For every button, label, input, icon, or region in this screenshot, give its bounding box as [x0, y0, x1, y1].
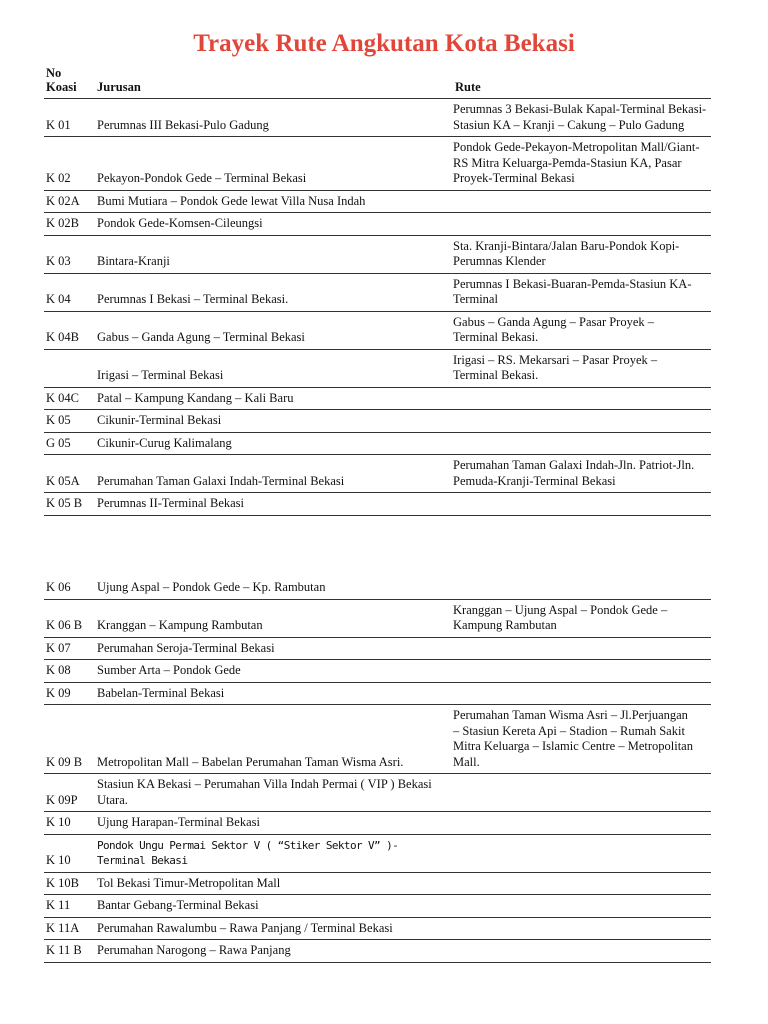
cell-jurusan: Pekayon-Pondok Gede – Terminal Bekasi	[95, 137, 453, 191]
cell-no: K 11 B	[44, 940, 95, 963]
cell-rute	[453, 190, 711, 213]
cell-jurusan: Kranggan – Kampung Rambutan	[95, 599, 453, 637]
cell-no: K 04	[44, 273, 95, 311]
cell-jurusan: Perumnas III Bekasi-Pulo Gadung	[95, 99, 453, 137]
table-row	[44, 834, 711, 872]
cell-rute	[453, 872, 711, 895]
cell-jurusan: Perumahan Rawalumbu – Rawa Panjang / Terminal Bekasi	[95, 917, 453, 940]
table-row	[44, 812, 711, 835]
cell-rute	[453, 432, 711, 455]
cell-jurusan: Babelan-Terminal Bekasi	[95, 682, 453, 705]
cell-jurusan: Perumnas II-Terminal Bekasi	[95, 493, 453, 516]
cell-rute: Perumahan Taman Wisma Asri – Jl.Perjuangan – Stasiun Kereta Api – Stadion – Rumah Sakit Mitra Keluarga – Islamic Centre – Metropolitan Mall.	[453, 705, 711, 774]
page-title: Trayek Rute Angkutan Kota Bekasi	[193, 30, 575, 57]
table-row	[44, 705, 711, 774]
cell-rute	[453, 410, 711, 433]
table-row	[44, 190, 711, 213]
cell-rute	[453, 895, 711, 918]
cell-jurusan: Pondok Gede-Komsen-Cileungsi	[95, 213, 453, 236]
cell-jurusan: Bumi Mutiara – Pondok Gede lewat Villa Nusa Indah	[95, 190, 453, 213]
table-row	[44, 774, 711, 812]
cell-no: K 07	[44, 637, 95, 660]
table-row	[44, 273, 711, 311]
cell-rute	[453, 515, 711, 599]
cell-jurusan: Irigasi – Terminal Bekasi	[95, 349, 453, 387]
cell-jurusan: Perumahan Seroja-Terminal Bekasi	[95, 637, 453, 660]
table-header-row	[44, 66, 711, 99]
cell-no: K 06	[44, 515, 95, 599]
cell-jurusan: Cikunir-Terminal Bekasi	[95, 410, 453, 433]
route-table	[44, 66, 711, 963]
cell-no: K 10	[44, 834, 95, 872]
cell-no: K 02B	[44, 213, 95, 236]
cell-no: K 08	[44, 660, 95, 683]
table-row	[44, 455, 711, 493]
cell-rute	[453, 940, 711, 963]
cell-jurusan: Tol Bekasi Timur-Metropolitan Mall	[95, 872, 453, 895]
cell-no: K 09 B	[44, 705, 95, 774]
cell-jurusan: Patal – Kampung Kandang – Kali Baru	[95, 387, 453, 410]
cell-rute	[453, 917, 711, 940]
cell-rute	[453, 812, 711, 835]
table-row	[44, 917, 711, 940]
table-row	[44, 940, 711, 963]
table-row	[44, 99, 711, 137]
cell-rute	[453, 660, 711, 683]
table-row	[44, 432, 711, 455]
table-row	[44, 137, 711, 191]
cell-jurusan: Ujung Harapan-Terminal Bekasi	[95, 812, 453, 835]
cell-rute	[453, 387, 711, 410]
table-row	[44, 515, 711, 599]
cell-jurusan: Metropolitan Mall – Babelan Perumahan Taman Wisma Asri.	[95, 705, 453, 774]
cell-no: K 10	[44, 812, 95, 835]
cell-jurusan: Bintara-Kranji	[95, 235, 453, 273]
header-no-koasi: No Koasi	[44, 66, 95, 99]
table-row	[44, 235, 711, 273]
cell-no: K 04B	[44, 311, 95, 349]
cell-rute: Kranggan – Ujung Aspal – Pondok Gede – Kampung Rambutan	[453, 599, 711, 637]
table-row	[44, 660, 711, 683]
cell-jurusan: Pondok Ungu Permai Sektor V ( “Stiker Sektor V” )- Terminal Bekasi	[95, 834, 453, 872]
cell-no: K 10B	[44, 872, 95, 895]
cell-jurusan: Sumber Arta – Pondok Gede	[95, 660, 453, 683]
cell-no: K 09	[44, 682, 95, 705]
header-jurusan: Jurusan	[95, 66, 453, 99]
cell-rute: Perumnas I Bekasi-Buaran-Pemda-Stasiun KA-Terminal	[453, 273, 711, 311]
cell-rute: Irigasi – RS. Mekarsari – Pasar Proyek – Terminal Bekasi.	[453, 349, 711, 387]
table-row	[44, 895, 711, 918]
cell-no: K 05	[44, 410, 95, 433]
cell-rute	[453, 834, 711, 872]
cell-no: K 11A	[44, 917, 95, 940]
table-row	[44, 311, 711, 349]
table-row	[44, 493, 711, 516]
cell-rute: Sta. Kranji-Bintara/Jalan Baru-Pondok Kopi-Perumnas Klender	[453, 235, 711, 273]
cell-rute: Gabus – Ganda Agung – Pasar Proyek – Terminal Bekasi.	[453, 311, 711, 349]
cell-rute	[453, 774, 711, 812]
cell-rute	[453, 682, 711, 705]
cell-jurusan: Cikunir-Curug Kalimalang	[95, 432, 453, 455]
table-row	[44, 213, 711, 236]
cell-no: K 02A	[44, 190, 95, 213]
cell-no: K 09P	[44, 774, 95, 812]
cell-no	[44, 349, 95, 387]
header-rute: Rute	[453, 66, 711, 99]
cell-no: K 11	[44, 895, 95, 918]
cell-no: K 02	[44, 137, 95, 191]
cell-no: G 05	[44, 432, 95, 455]
cell-rute: Perumahan Taman Galaxi Indah-Jln. Patriot-Jln. Pemuda-Kranji-Terminal Bekasi	[453, 455, 711, 493]
cell-jurusan: Ujung Aspal – Pondok Gede – Kp. Rambutan	[95, 515, 453, 599]
cell-rute: Pondok Gede-Pekayon-Metropolitan Mall/Giant-RS Mitra Keluarga-Pemda-Stasiun KA, Pasar Proyek-Terminal Bekasi	[453, 137, 711, 191]
cell-rute	[453, 213, 711, 236]
cell-rute	[453, 637, 711, 660]
cell-no: K 05A	[44, 455, 95, 493]
table-row	[44, 599, 711, 637]
table-row	[44, 637, 711, 660]
cell-jurusan: Bantar Gebang-Terminal Bekasi	[95, 895, 453, 918]
table-row	[44, 872, 711, 895]
cell-no: K 04C	[44, 387, 95, 410]
table-row	[44, 682, 711, 705]
table-row	[44, 410, 711, 433]
cell-jurusan: Gabus – Ganda Agung – Terminal Bekasi	[95, 311, 453, 349]
cell-no: K 01	[44, 99, 95, 137]
cell-rute	[453, 493, 711, 516]
cell-jurusan: Perumahan Taman Galaxi Indah-Terminal Bekasi	[95, 455, 453, 493]
cell-no: K 05 B	[44, 493, 95, 516]
cell-no: K 03	[44, 235, 95, 273]
cell-jurusan: Perumahan Narogong – Rawa Panjang	[95, 940, 453, 963]
table-row	[44, 349, 711, 387]
cell-jurusan: Stasiun KA Bekasi – Perumahan Villa Indah Permai ( VIP ) Bekasi Utara.	[95, 774, 453, 812]
cell-rute: Perumnas 3 Bekasi-Bulak Kapal-Terminal Bekasi-Stasiun KA – Kranji – Cakung – Pulo Gadung	[453, 99, 711, 137]
cell-no: K 06 B	[44, 599, 95, 637]
cell-jurusan: Perumnas I Bekasi – Terminal Bekasi.	[95, 273, 453, 311]
table-row	[44, 387, 711, 410]
